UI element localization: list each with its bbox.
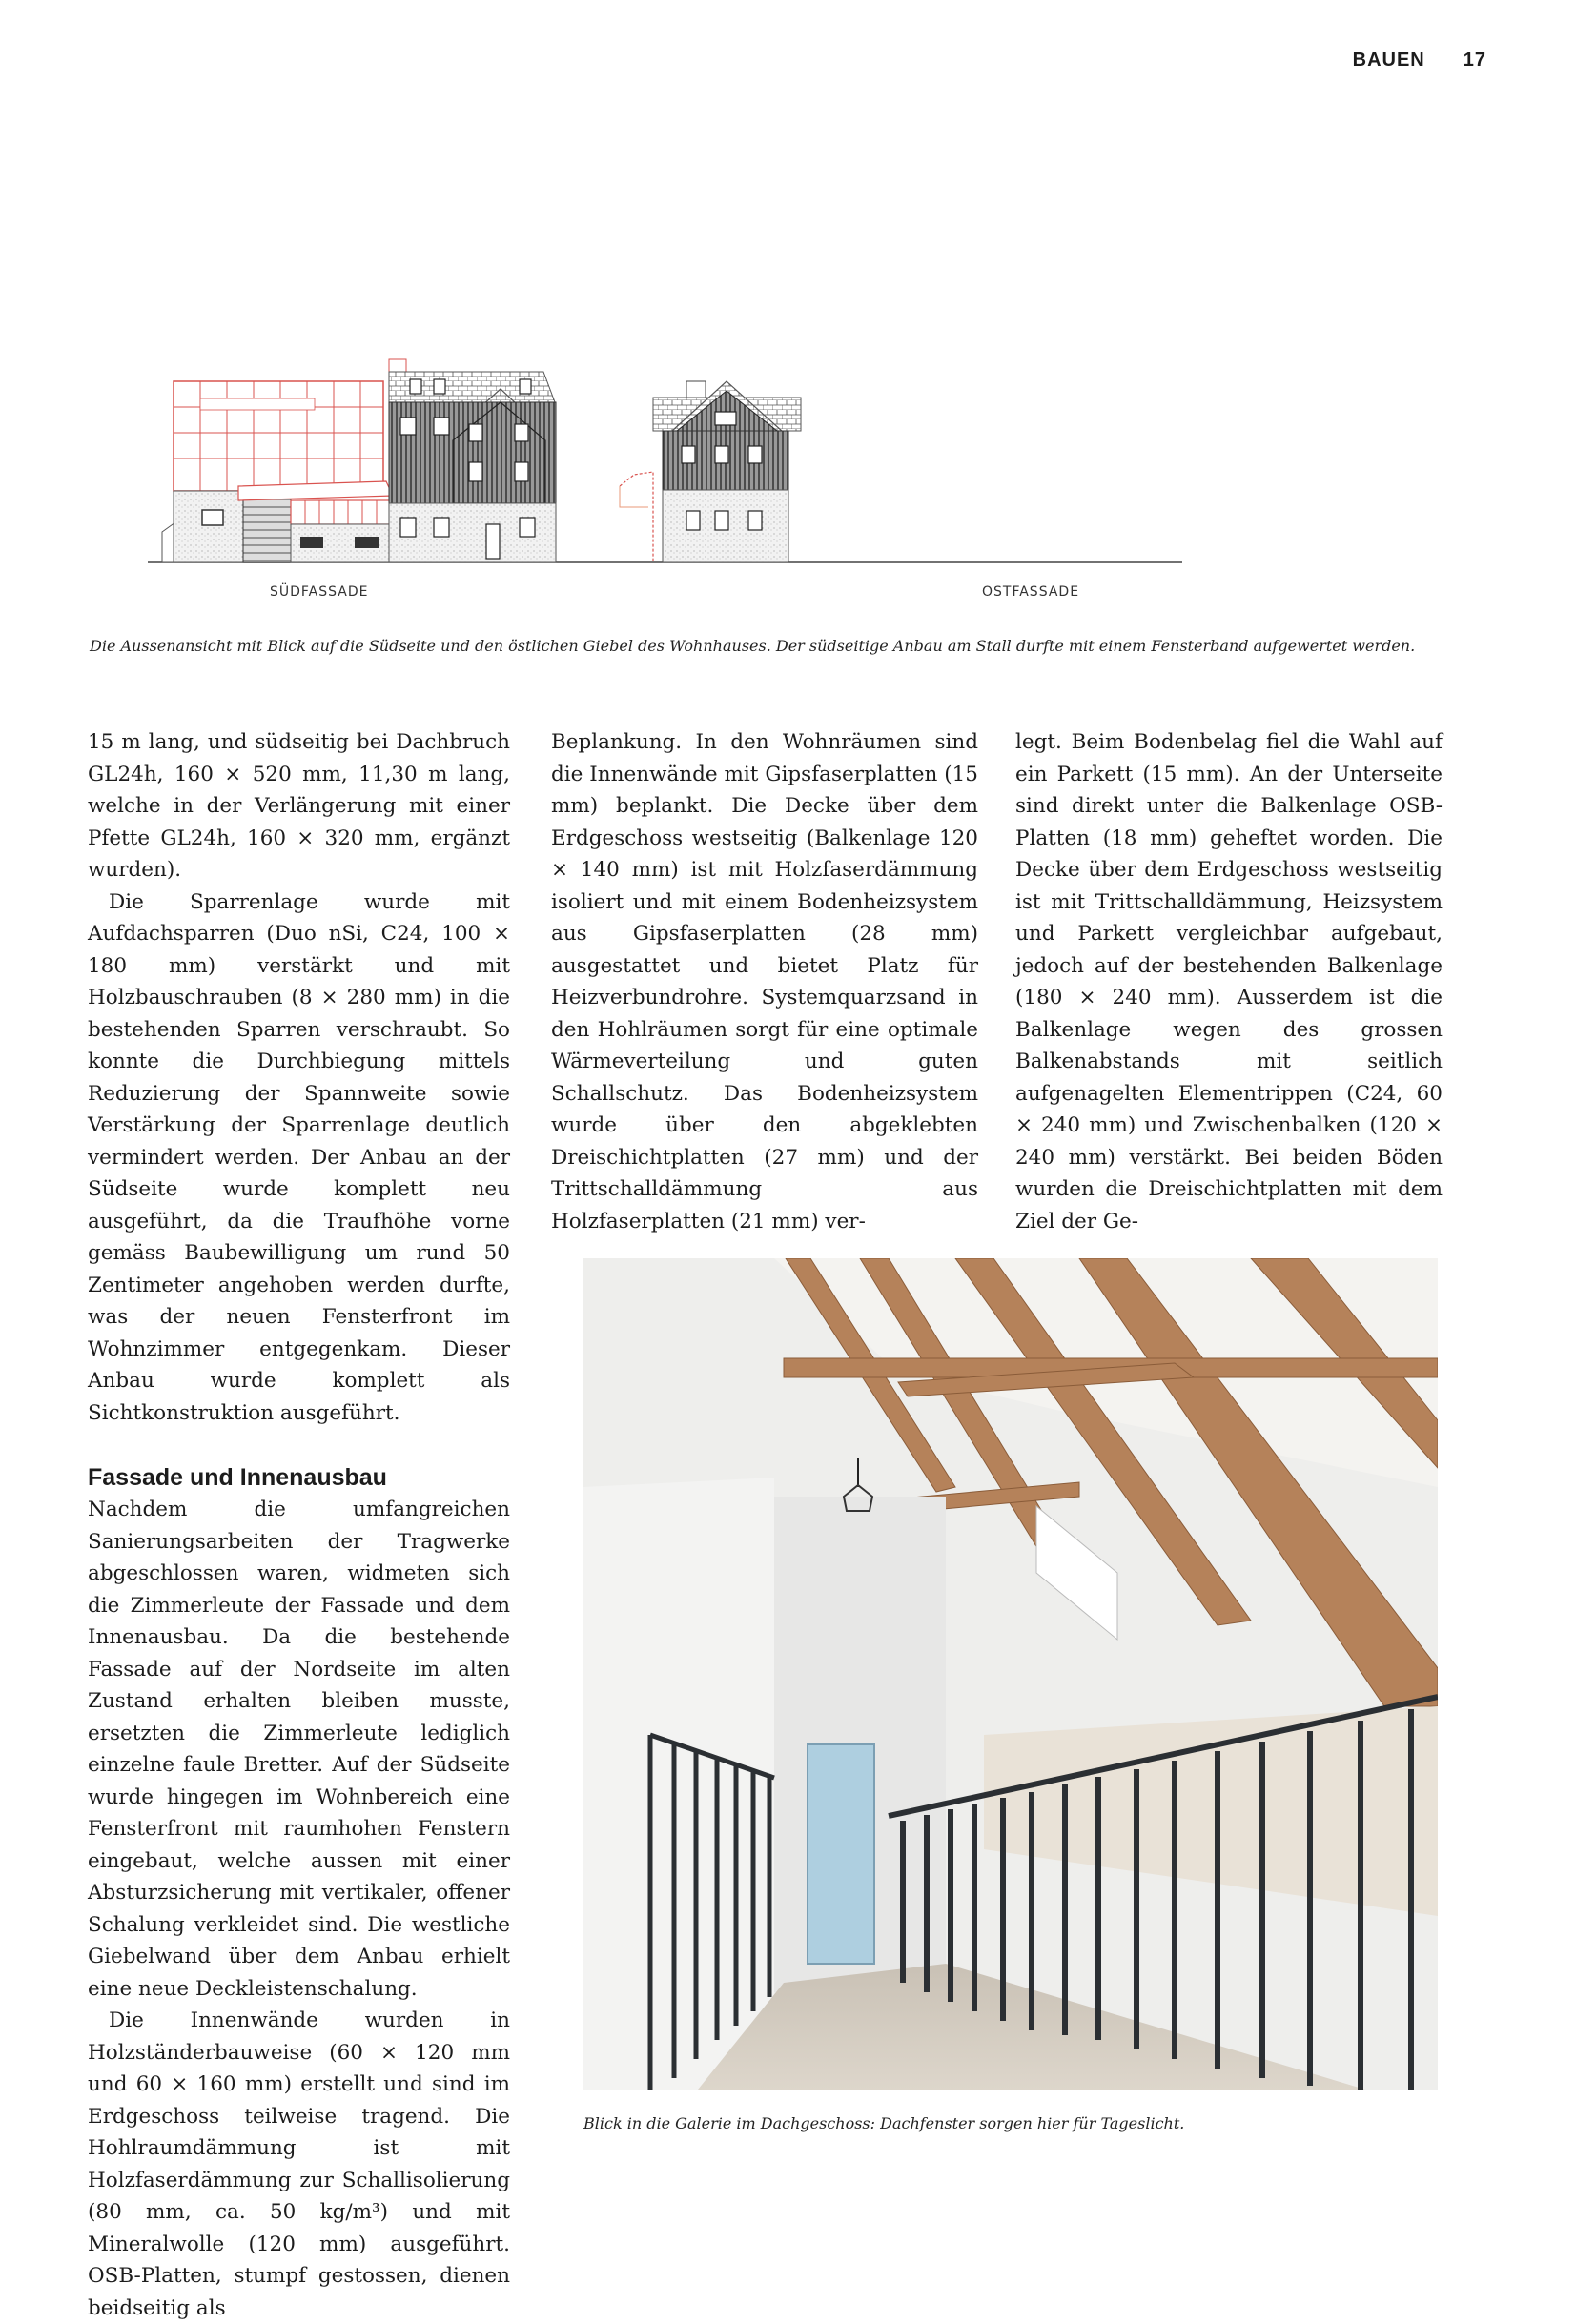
- paragraph: legt. Beim Bodenbelag fiel die Wahl auf ein Parkett (15 mm). An der Unterseite sind direkt unter die Balkenlage OSB-Platten (18 mm) geheftet worden. Die Decke über dem Erdgeschoss westseitig ist mit Trittschalldämmung, Heizsystem und Parkett vergleichbar aufgebaut, jedoch auf der bestehenden Balkenlage (180 × 240 mm). Ausserdem ist die Balkenlage wegen des grossen Balkenabstands mit seitlich aufgenagelten Elementrippen (C24, 60 × 240 mm) und Zwischenbalken (120 × 240 mm) verstärkt. Bei beiden Böden wurden die Dreischichtplatten mit dem Ziel der Ge-: [1015, 730, 1443, 1233]
- text-column-3: [1015, 726, 1443, 1237]
- paragraph: Beplankung. In den Wohnräumen sind die Innenwände mit Gipsfaserplatten (15 mm) beplankt. Die Decke über dem Erdgeschoss westseitig (Balkenlage 120 × 140 mm) ist mit Holzfaserdämmung isoliert und mit einem Bodenheizsystem aus Gipsfaserplatten (28 mm) ausgestattet und bietet Platz für Heizverbundrohre. Systemquarzsand in den Hohlräumen sorgt für eine optimale Wärmeverteilung und guten Schallschutz. Das Bodenheizsystem wurde über den abgeklebten Dreischichtplatten (27 mm) und der Trittschalldämmung aus Holzfaserplatten (21 mm) ver-: [551, 730, 978, 1233]
- facade-drawing: [143, 343, 1201, 610]
- paragraph: Die Innenwände wurden in Holzständerbauweise (60 × 120 mm und 60 × 160 mm) erstellt und sind im Erdgeschoss teilweise tragend. Die Hohlraumdämmung ist mit Holzfaserdämmung zur Schallisolierung (80 mm, ca. 50 kg/m³) und mit Mineralwolle (120 mm) ausgeführt. OSB-Platten, stumpf gestossen, dienen beidseitig als: [88, 2008, 510, 2320]
- text-column-2: [551, 726, 978, 1237]
- label-south-facade: SÜDFASSADE: [270, 584, 369, 600]
- text-column-1: [88, 726, 510, 2324]
- page-header: [1353, 50, 1486, 71]
- section-title: BAUEN: [1352, 50, 1425, 71]
- section-heading: Fassade und Innenausbau: [88, 1464, 387, 1491]
- photo-caption: Blick in die Galerie im Dachgeschoss: Dachfenster sorgen hier für Tageslicht.: [583, 2114, 1185, 2132]
- paragraph: Die Sparrenlage wurde mit Aufdachsparren (Duo nSi, C24, 100 × 180 mm) verstärkt und mit Holzbauschrauben (8 × 280 mm) in die bestehenden Sparren verschraubt. So konnte die Durchbiegung mittels Reduzierung der Spannweite sowie Verstärkung der Sparrenlage deutlich vermindert werden. Der Anbau an der Südseite wurde komplett neu ausgeführt, da die Traufhöhe vorne gemäss Baubewilligung um rund 50 Zentimeter angehoben werden durfte, was der neuen Fensterfront im Wohnzimmer entgegenkam. Dieser Anbau wurde komplett als Sichtkonstruktion ausgeführt.: [88, 889, 510, 1425]
- gallery-photo: [583, 1258, 1438, 2090]
- page-number: 17: [1463, 50, 1486, 71]
- figure-caption-top: Die Aussenansicht mit Blick auf die Südseite und den östlichen Giebel des Wohnhauses. Der südseitige Anbau am Stall durfte mit einem Fensterband aufgewertet werden.: [90, 637, 1416, 655]
- paragraph: Nachdem die umfangreichen Sanierungsarbeiten der Tragwerke abgeschlossen waren, widmeten sich die Zimmerleute der Fassade und dem Innenausbau. Da die bestehende Fassade auf der Nordseite im alten Zustand erhalten bleiben musste, ersetzten die Zimmerleute lediglich einzelne faule Bretter. Auf der Südseite wurde hingegen im Wohnbereich eine Fensterfront mit raumhohen Fenstern eingebaut, welche aussen mit einer Absturzsicherung mit vertikaler, offener Schalung verkleidet sind. Die westliche Giebelwand über dem Anbau erhielt eine neue Deckleistenschalung.: [88, 1498, 510, 2001]
- paragraph: 15 m lang, und südseitig bei Dachbruch GL24h, 160 × 520 mm, 11,30 m lang, welche in der Verlängerung mit einer Pfette GL24h, 160 × 320 mm, ergänzt wurden).: [88, 730, 510, 882]
- label-east-facade: OSTFASSADE: [982, 584, 1080, 600]
